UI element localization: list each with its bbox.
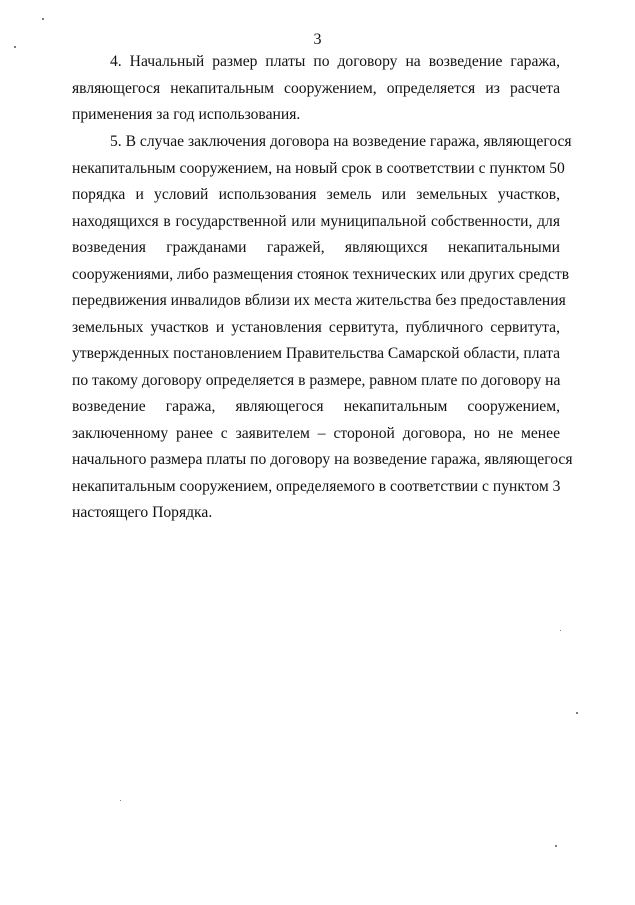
scan-speck	[576, 712, 578, 714]
scan-speck	[120, 800, 121, 801]
paragraph-line: некапитальным сооружением, определяемого в соответствии с пунктом 3	[72, 477, 561, 495]
paragraph-5	[72, 129, 573, 527]
paragraph-line: некапитальным сооружением, на новый срок в соответствии с пунктом 50	[72, 159, 565, 177]
scan-speck	[14, 46, 16, 48]
paragraph-line: утвержденных постановлением Правительства Самарской области, плата	[72, 345, 560, 362]
page-number: 3	[313, 31, 322, 48]
paragraph-line: сооружениями, либо размещения стоянок технических или других средств	[72, 265, 570, 283]
paragraph-line: передвижения инвалидов вблизи их места жительства без предоставления	[72, 292, 566, 309]
paragraph-line: начального размера платы по договору на возведение гаража, являющегося	[72, 451, 573, 468]
scan-speck	[560, 630, 561, 631]
scan-speck	[42, 18, 44, 20]
paragraph-line: порядка и условий использования земель или земельных участков,	[72, 186, 560, 203]
paragraph-line: являющегося некапитальным сооружением, определяется из расчета	[72, 79, 560, 97]
paragraph-line: 4. Начальный размер платы по договору на возведение гаража,	[110, 53, 560, 70]
paragraph-line: применения за год использования.	[72, 106, 301, 123]
paragraph-4	[72, 49, 560, 129]
scan-speck	[555, 845, 557, 847]
paragraph-line: земельных участков и установления сервитута, публичного сервитута,	[72, 318, 560, 336]
paragraph-line: возведения гражданами гаражей, являющихся некапитальными	[72, 239, 560, 256]
paragraph-line: по такому договору определяется в размере, равном плате по договору на	[72, 371, 561, 389]
paragraph-line: находящихся в государственной или муниципальной собственности, для	[72, 212, 560, 230]
paragraph-line: настоящего Порядка.	[72, 504, 213, 521]
paragraph-line: 5. В случае заключения договора на возведение гаража, являющегося	[110, 133, 572, 150]
paragraph-line: возведение гаража, являющегося некапитальным сооружением,	[72, 398, 560, 415]
paragraph-line: заключенному ранее с заявителем – стороной договора, но не менее	[72, 424, 560, 442]
